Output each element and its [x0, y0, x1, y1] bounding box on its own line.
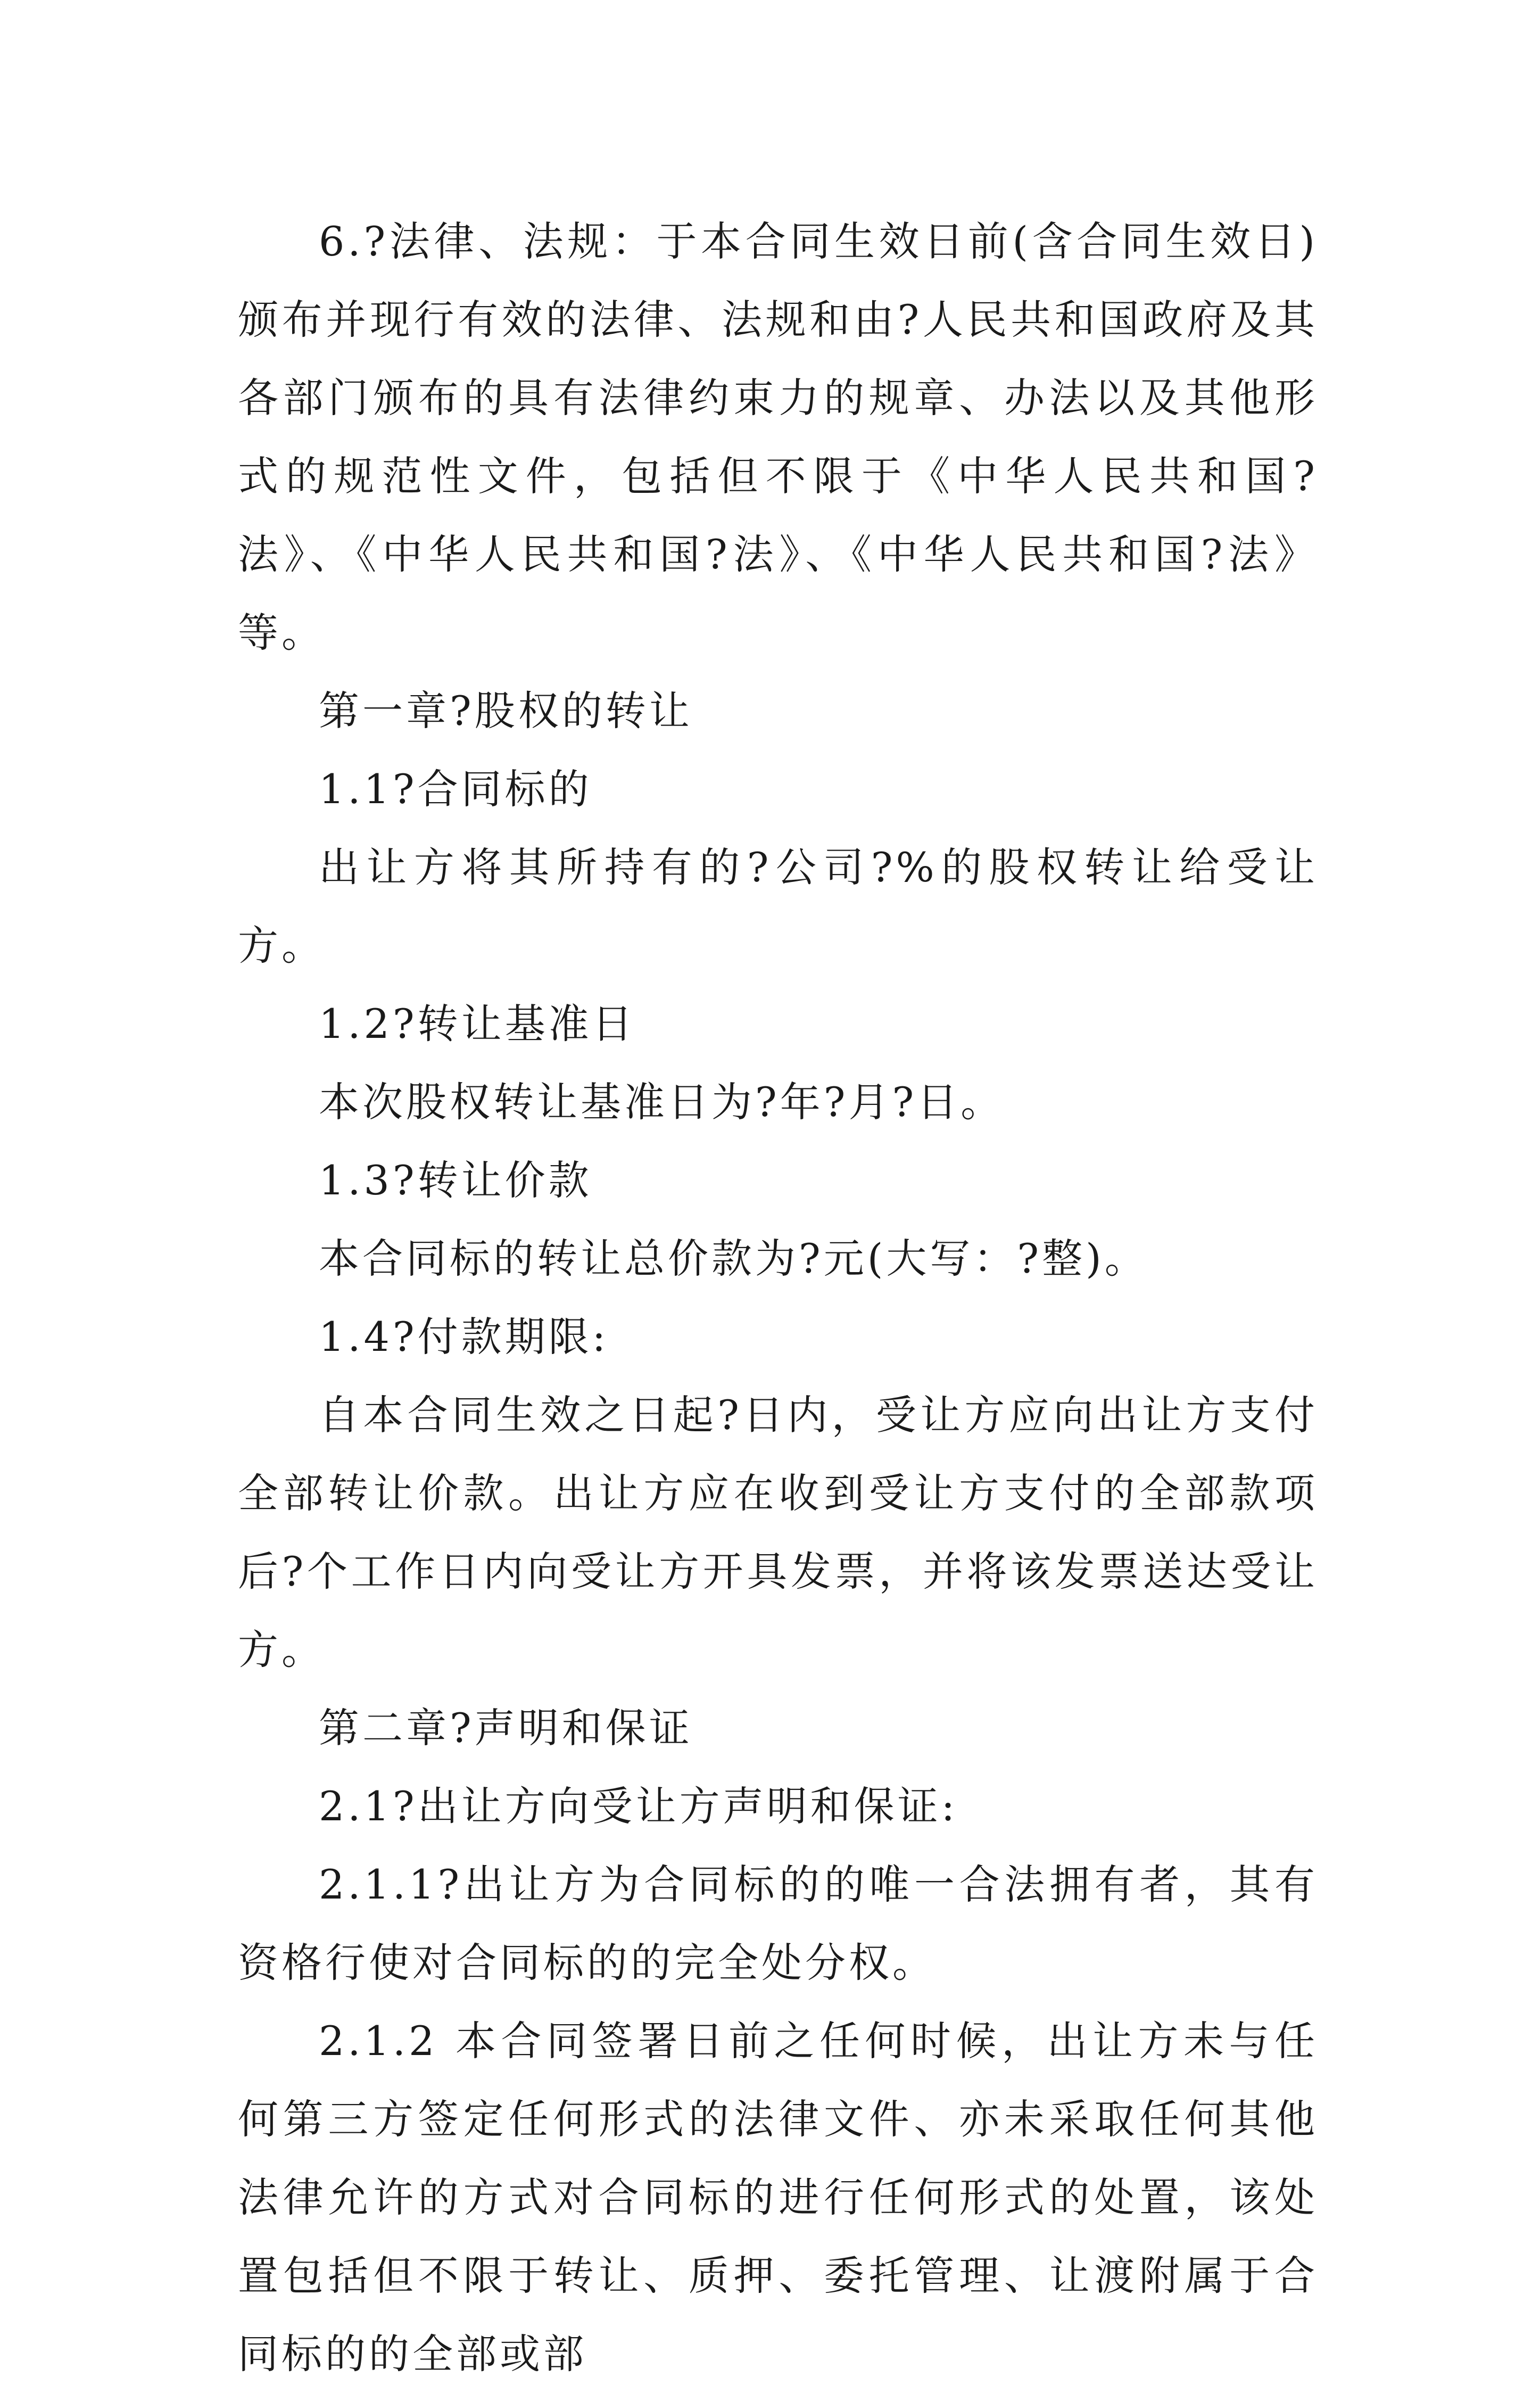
section-1-1-text: 出让方将其所持有的?公司?%的股权转让给受让方。 — [238, 844, 1318, 969]
section-1-2-heading: 1.2?转让基准日 — [319, 1000, 636, 1047]
document-body — [238, 202, 1318, 2393]
section-1-3-text: 本合同标的转让总价款为?元(大写：?整)。 — [319, 1235, 1148, 1282]
section-1-3-heading: 1.3?转让价款 — [319, 1157, 592, 1204]
section-1-4-heading: 1.4?付款期限: — [319, 1313, 609, 1360]
section-1-1-heading: 1.1?合同标的 — [319, 765, 592, 813]
section-2-1-1-text: 2.1.1?出让方为合同标的的唯一合法拥有者，其有资格行使对合同标的的完全处分权。 — [238, 1861, 1318, 1986]
section-2-1-2-text: 2.1.2 本合同签署日前之任何时候，出让方未与任何第三方签定任何形式的法律文件、亦未采取任何其他法律允许的方式对合同标的进行任何形式的处置，该处置包括但不限于转让、质押、委托管理、让渡附属于合同标的的全部或部 — [238, 2017, 1318, 2378]
chapter-2-heading: 第二章?声明和保证 — [319, 1704, 693, 1752]
paragraph-definition-laws: 6.?法律、法规：于本合同生效日前(含合同生效日)颁布并现行有效的法律、法规和由?人民共和国政府及其各部门颁布的具有法律约束力的规章、办法以及其他形式的规范性文件，包括但不限于《中华人民共和国?法》、《中华人民共和国?法》、《中华人民共和国?法》等。 — [238, 218, 1318, 656]
chapter-1-heading: 第一章?股权的转让 — [319, 687, 693, 735]
section-1-4-text: 自本合同生效之日起?日内，受让方应向出让方支付全部转让价款。出让方应在收到受让方支付的全部款项后?个工作日内向受让方开具发票，并将该发票送达受让方。 — [238, 1391, 1318, 1673]
section-2-1-heading: 2.1?出让方向受让方声明和保证: — [319, 1783, 958, 1830]
section-1-2-text: 本次股权转让基准日为?年?月?日。 — [319, 1078, 1005, 1126]
